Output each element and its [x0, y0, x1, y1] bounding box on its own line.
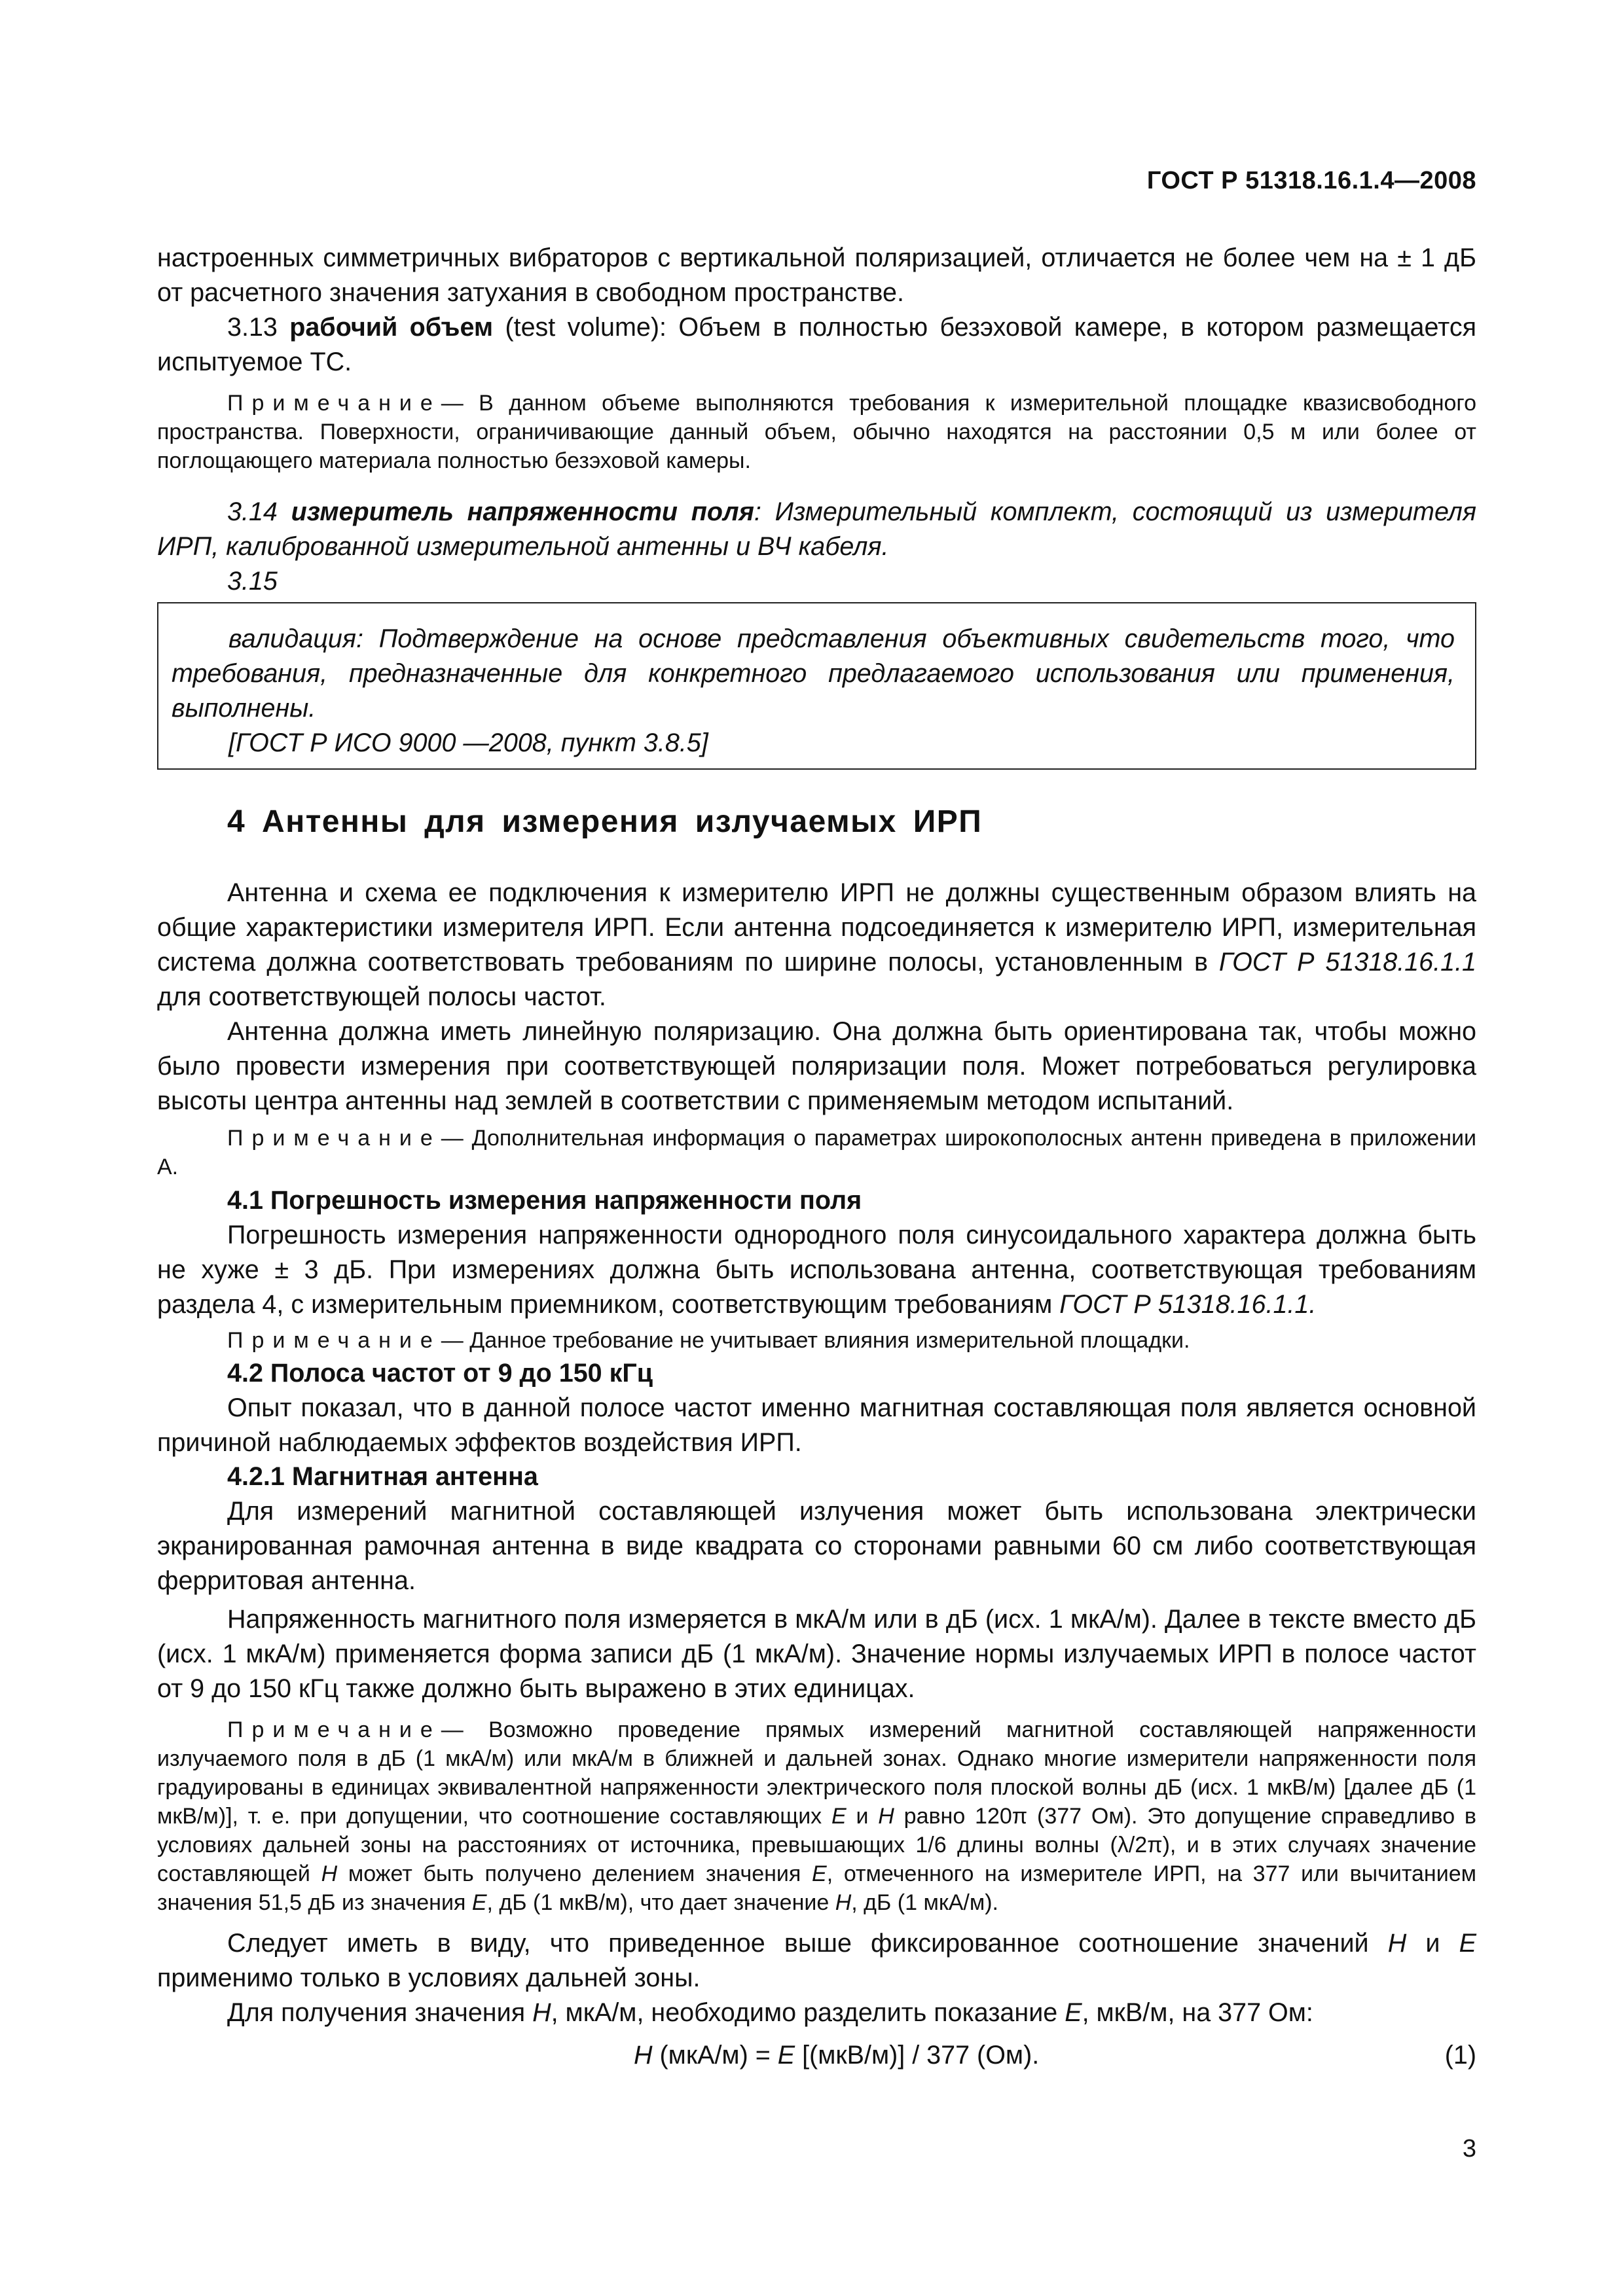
term-3-14	[157, 495, 1476, 564]
note-section-4-1: Примечание— Данное требование не учитывает влияния измерительной площадки.	[227, 1328, 1190, 1353]
equation-1: Н (мкА/м) = Е [(мкВ/м)] / 377 (Ом).	[634, 2041, 1040, 2070]
definition-reference: [ГОСТ Р ИСО 9000 —2008, пункт 3.8.5]	[228, 728, 708, 757]
standard-reference: ГОСТ Р 51318.16.1.1	[1218, 948, 1477, 977]
term-name: рабочий объем	[289, 313, 494, 342]
section-4-2: 4.2 Полоса частот от 9 до 150 кГц Опыт показал, что в данной полосе частот именно магнитная составляющая поля является основной причиной наблюдаемых эффектов воздействия ИРП.	[157, 1356, 1476, 1460]
note-section-4: Примечание— Дополнительная информация о параметрах широкополосных антенн приведена в приложении А.	[157, 1126, 1476, 1179]
term-definition: : Измерительный комплект, состоящий из измерителя ИРП, калиброванной измерительной антенны и ВЧ кабеля.	[157, 497, 1476, 561]
paragraph-top: настроенных симметричных вибраторов с вертикальной поляризацией, отличается не более чем на ± 1 дБ от расчетного значения затухания в свободном пространстве.	[157, 243, 1476, 307]
standard-reference: ГОСТ Р 51318.16.1.1.	[1059, 1290, 1317, 1319]
definition-box	[157, 602, 1476, 770]
term-3-13	[157, 310, 1476, 380]
section-4-body: Антенна и схема ее подключения к измерителю ИРП не должны существенным образом влиять на общие характеристики измерителя ИРП. Если антенна подсоединяется к измерителю ИРП, измерительная система должна соответствовать требованиям по ширине полосы, установленным в ГОСТ Р 51318.16.1.1 для соответствующей полосы частот. Антенна должна иметь линейную поляризацию. Она должна быть ориентирована так, чтобы можно было провести измерения при соответствующей поляризации поля. Может потребоваться регулировка высоты центра антенны над землей в соответствии с применяемым методом испытаний. Примечание— Дополнительная информация о параметрах широкополосных антенн приведена в приложении А.	[157, 876, 1476, 1181]
note-section-4-2-1: Примечание— Возможно проведение прямых измерений магнитной составляющей напряженности излучаемого поля в дБ (1 мкА/м) или мкА/м в ближней и дальней зонах. Однако многие измерители напряженности поля градуированы в единицах эквивалентной напряженности электрического поля плоской волны дБ (исх. 1 мкВ/м) [далее дБ (1 мкВ/м)], т. е. при допущении, что соотношение составляющих Е и Н равно 120π (377 Ом). Это допущение справедливо в условиях дальней зоны на расстояниях от источника, превышающих 1/6 длины волны (λ/2π), и в этих случаях значение составляющей Н может быть получено делением значения Е, отмеченного на измерителе ИРП, на 377 или вычитанием значения 51,5 дБ из значения Е, дБ (1 мкВ/м), что дает значение Н, дБ (1 мкА/м).	[157, 1717, 1476, 1915]
page-number: 3	[1462, 2135, 1476, 2162]
header-code: ГОСТ Р 51318.16.1.4—2008	[1146, 167, 1476, 194]
definition-text: валидация: Подтверждение на основе представления объективных свидетельств того, что требования, предназначенные для конкретного предлагаемого использования или применения, выполнены.	[172, 624, 1455, 723]
section-4-1-heading: 4.1 Погрешность измерения напряженности поля	[227, 1186, 862, 1215]
section-4-heading: 4 Антенны для измерения излучаемых ИРП	[227, 804, 983, 839]
section-4-2-1: 4.2.1 Магнитная антенна Для измерений магнитной составляющей излучения может быть использована электрически экранированная рамочная антенна в виде квадрата со сторонами равными 60 см либо соответствующая ферритовая антенна. Напряженность магнитного поля измеряется в мкА/м или в дБ (исх. 1 мкА/м). Далее в тексте вместо дБ (исх. 1 мкА/м) применяется форма записи дБ (1 мкА/м). Значение нормы излучаемых ИРП в полосе частот от 9 до 150 кГц также должно быть выражено в этих единицах. Примечание— Возможно проведение прямых измерений магнитной составляющей напряженности излучаемого поля в дБ (1 мкА/м) или мкА/м в ближней и дальней зонах. Однако многие измерители напряженности поля градуированы в единицах эквивалентной напряженности электрического поля плоской волны дБ (исх. 1 мкВ/м) [далее дБ (1 мкВ/м)], т. е. при допущении, что соотношение составляющих Е и Н равно 120π (377 Ом). Это допущение справедливо в условиях дальней зоны на расстояниях от источника, превышающих 1/6 длины волны (λ/2π), и в этих случаях значение составляющей Н может быть получено делением значения Е, отмеченного на измерителе ИРП, на 377 или вычитанием значения 51,5 дБ из значения Е, дБ (1 мкВ/м), что дает значение Н, дБ (1 мкА/м). Следует иметь в виду, что приведенное выше фиксированное соотношение значений Н и Е применимо только в условиях дальней зоны. Для получения значения Н, мкА/м, необходимо разделить показание Е, мкВ/м, на 377 Ом:	[157, 1460, 1476, 2030]
term-number: 3.14	[227, 497, 278, 526]
section-4-1: 4.1 Погрешность измерения напряженности поля Погрешность измерения напряженности однородного поля синусоидального характера должна быть не хуже ± 3 дБ. При измерениях должна быть использована антенна, соответствующая требованиям раздела 4, с измерительным приемником, соответствующим требованиям ГОСТ Р 51318.16.1.1. Примечание— Данное требование не учитывает влияния измерительной площадки.	[157, 1183, 1476, 1355]
note-text: — В данном объеме выполняются требования к измерительной площадке квазисвободного пространства. Поверхности, ограничивающие данный объем, обычно находятся на расстоянии 0,5 м или более от поглощающего материала полностью безэховой камеры.	[157, 391, 1476, 473]
term-number: 3.13	[227, 313, 278, 342]
term-name: измеритель напряженности поля	[291, 497, 754, 526]
term-definition: (test volume): Объем в полностью безэховой камере, в котором размещается испытуемое ТС.	[157, 313, 1476, 376]
equation-number: (1)	[1444, 2041, 1476, 2070]
note-3-13	[157, 389, 1476, 475]
note-label: Примечание	[227, 391, 441, 416]
section-4-2-heading: 4.2 Полоса частот от 9 до 150 кГц	[227, 1359, 653, 1388]
term-3-15: 3.15	[227, 567, 278, 596]
section-4-2-1-heading: 4.2.1 Магнитная антенна	[227, 1462, 538, 1491]
